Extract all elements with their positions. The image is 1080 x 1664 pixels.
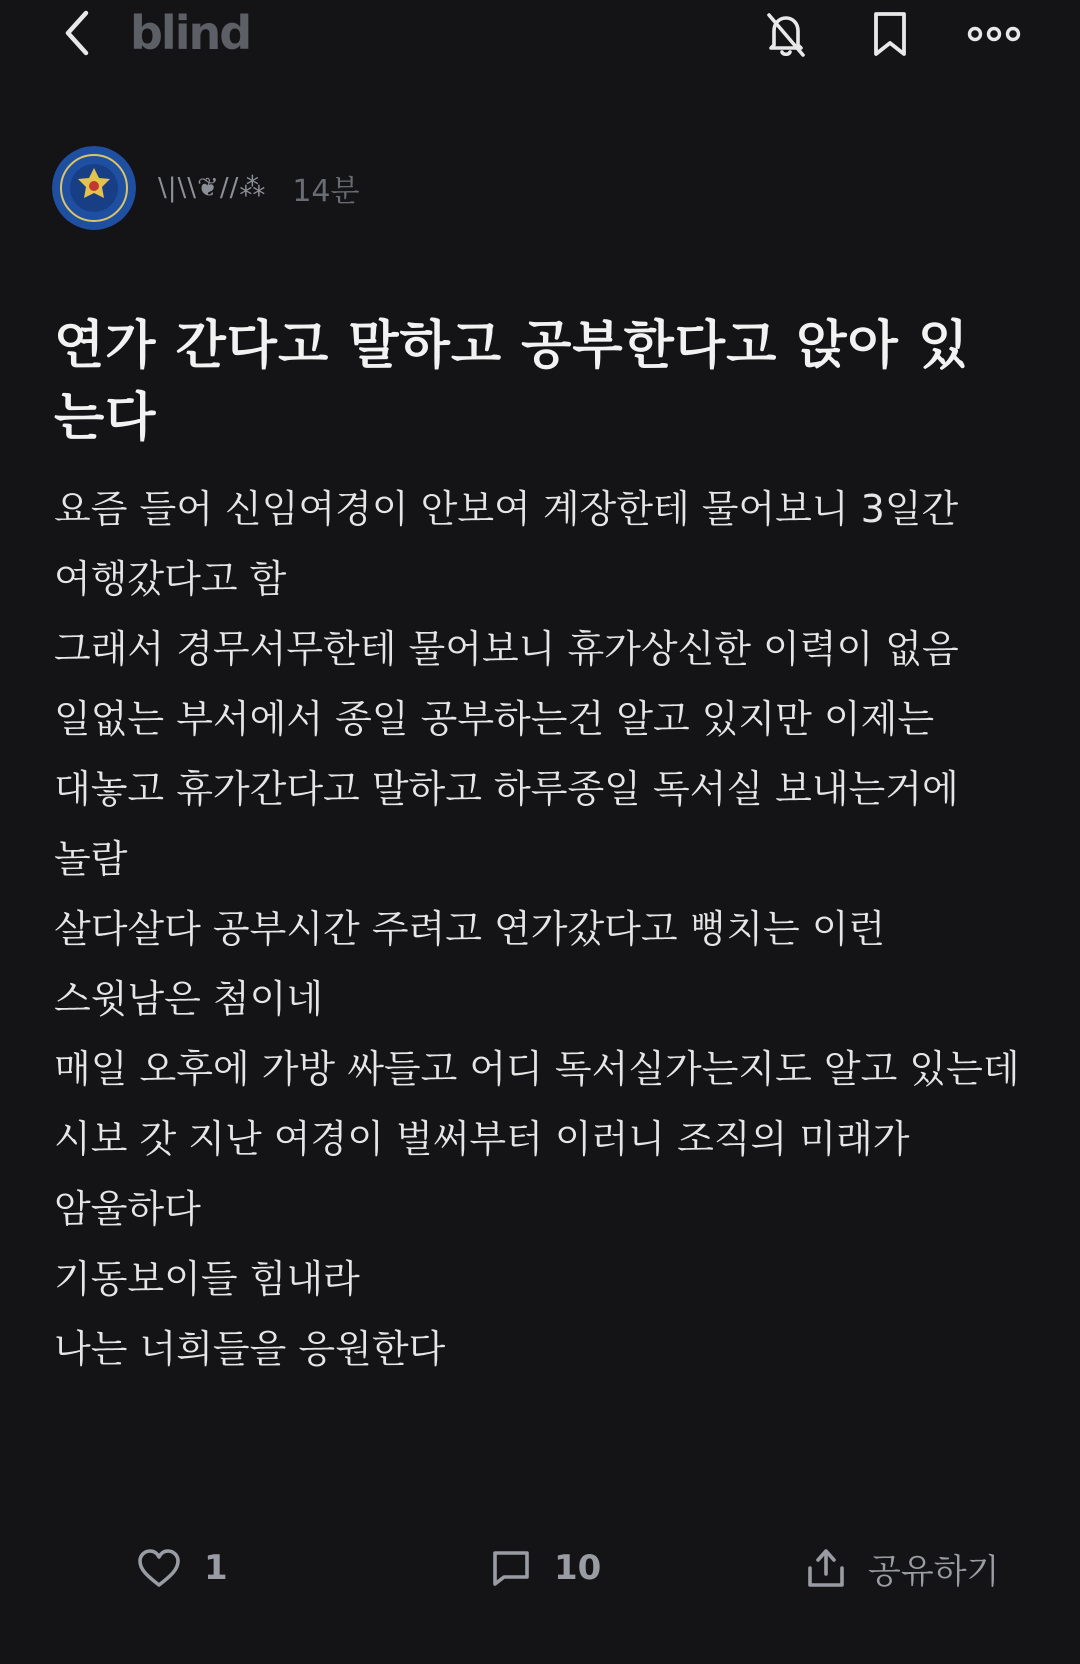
notification-off-button[interactable] xyxy=(758,6,814,62)
like-count: 1 xyxy=(204,1548,228,1588)
back-button[interactable] xyxy=(52,6,102,60)
post-body: 요즘 들어 신임여경이 안보여 계장한테 물어보니 3일간 여행갔다고 함 그래서 경무서무한테 물어보니 휴가상신한 이력이 없음 일없는 부서에서 종일 공부하는건 알고 있지만 이제는 대놓고 휴가간다고 말하고 하루종일 독서실 보내는거에 놀람 살다살다 공부시간 주려고 연가갔다고 뻥치는 이런 스윗남은 첨이네 매일 오후에 가방 싸들고 어디 독서실가는지도 알고 있는데 시보 갓 지난 여경이 벌써부터 이러니 조직의 미래가 암울하다 기동보이들 힘내라 나는 너희들을 응원한다 xyxy=(54,487,1020,1371)
police-emblem-icon xyxy=(52,146,136,230)
post-title: 연가 간다고 말하고 공부한다고 앉아 있는다 xyxy=(54,316,970,448)
more-options-button[interactable] xyxy=(966,6,1022,62)
bell-off-icon xyxy=(761,9,811,59)
post-time: 14분 xyxy=(292,174,360,209)
share-label: 공유하기 xyxy=(868,1551,1000,1592)
bookmark-button[interactable] xyxy=(862,6,918,62)
author-row xyxy=(52,146,360,230)
back-icon xyxy=(60,9,94,57)
more-icon xyxy=(966,24,1022,44)
avatar[interactable] xyxy=(52,146,136,230)
brand-logo: blind xyxy=(130,6,251,60)
share-icon xyxy=(804,1546,848,1590)
top-bar xyxy=(0,0,1080,70)
action-bar xyxy=(0,1536,1080,1600)
comment-count: 10 xyxy=(554,1548,602,1588)
like-button[interactable] xyxy=(136,1536,228,1600)
author-nickname[interactable]: \|\\❦//⁂ xyxy=(158,173,267,203)
heart-icon xyxy=(136,1547,182,1589)
comment-icon xyxy=(490,1548,532,1588)
comment-button[interactable] xyxy=(490,1536,601,1600)
bookmark-icon xyxy=(868,9,912,59)
share-button[interactable] xyxy=(804,1536,999,1600)
